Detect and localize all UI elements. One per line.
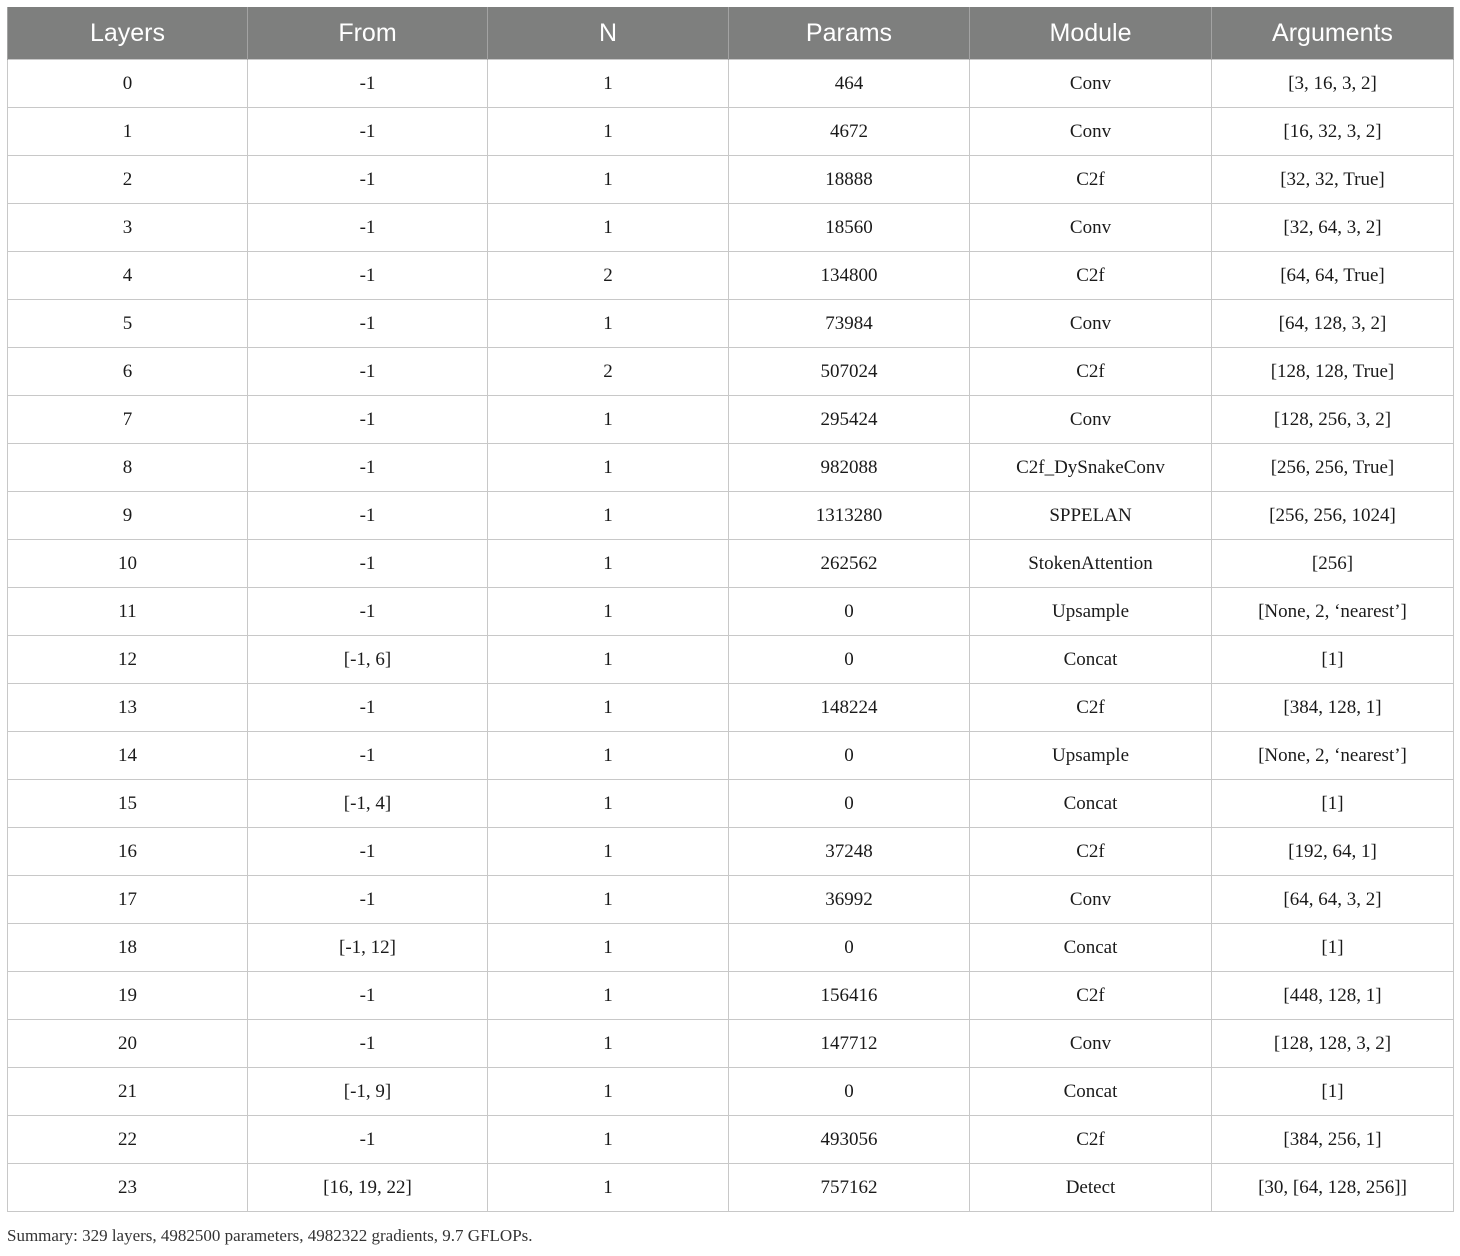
cell-from: -1 — [248, 540, 488, 588]
cell-module: Concat — [970, 636, 1212, 684]
cell-module: C2f_DySnakeConv — [970, 444, 1212, 492]
cell-params: 4672 — [729, 108, 970, 156]
cell-layer: 9 — [8, 492, 248, 540]
cell-from: -1 — [248, 156, 488, 204]
cell-n: 1 — [488, 828, 729, 876]
cell-params: 757162 — [729, 1164, 970, 1212]
cell-arguments: [1] — [1212, 636, 1454, 684]
cell-from: -1 — [248, 732, 488, 780]
cell-n: 1 — [488, 1020, 729, 1068]
cell-layer: 2 — [8, 156, 248, 204]
model-summary-table — [7, 7, 1454, 1212]
cell-n: 1 — [488, 780, 729, 828]
cell-layer: 13 — [8, 684, 248, 732]
table-row — [8, 972, 1454, 1020]
cell-n: 1 — [488, 636, 729, 684]
table-row — [8, 60, 1454, 108]
cell-n: 1 — [488, 108, 729, 156]
cell-layer: 8 — [8, 444, 248, 492]
cell-from: -1 — [248, 1020, 488, 1068]
cell-params: 982088 — [729, 444, 970, 492]
cell-arguments: [64, 64, True] — [1212, 252, 1454, 300]
cell-layer: 10 — [8, 540, 248, 588]
cell-module: Conv — [970, 1020, 1212, 1068]
cell-arguments: [256, 256, True] — [1212, 444, 1454, 492]
table-row — [8, 1116, 1454, 1164]
cell-layer: 6 — [8, 348, 248, 396]
cell-from: [-1, 4] — [248, 780, 488, 828]
cell-module: Upsample — [970, 732, 1212, 780]
cell-n: 1 — [488, 924, 729, 972]
header-module: Module — [970, 7, 1212, 60]
cell-arguments: [1] — [1212, 1068, 1454, 1116]
table-row — [8, 588, 1454, 636]
cell-n: 1 — [488, 684, 729, 732]
cell-layer: 20 — [8, 1020, 248, 1068]
cell-from: -1 — [248, 492, 488, 540]
cell-layer: 17 — [8, 876, 248, 924]
cell-arguments: [1] — [1212, 780, 1454, 828]
cell-params: 156416 — [729, 972, 970, 1020]
summary-note: Summary: 329 layers, 4982500 parameters, 4982322 gradients, 9.7 GFLOPs. — [7, 1226, 533, 1245]
table-row — [8, 348, 1454, 396]
cell-arguments: [384, 128, 1] — [1212, 684, 1454, 732]
cell-n: 1 — [488, 732, 729, 780]
cell-n: 1 — [488, 60, 729, 108]
cell-from: -1 — [248, 300, 488, 348]
table-row — [8, 876, 1454, 924]
cell-arguments: [128, 256, 3, 2] — [1212, 396, 1454, 444]
cell-n: 1 — [488, 540, 729, 588]
cell-layer: 16 — [8, 828, 248, 876]
table-row — [8, 444, 1454, 492]
cell-arguments: [448, 128, 1] — [1212, 972, 1454, 1020]
cell-module: C2f — [970, 156, 1212, 204]
cell-module: Concat — [970, 1068, 1212, 1116]
table-row — [8, 732, 1454, 780]
cell-layer: 23 — [8, 1164, 248, 1212]
header-n: N — [488, 7, 729, 60]
table-row — [8, 540, 1454, 588]
cell-arguments: [32, 32, True] — [1212, 156, 1454, 204]
model-summary-table-container — [7, 7, 1453, 1212]
cell-arguments: [None, 2, ‘nearest’] — [1212, 732, 1454, 780]
cell-params: 0 — [729, 924, 970, 972]
cell-module: Concat — [970, 780, 1212, 828]
cell-n: 1 — [488, 204, 729, 252]
cell-from: -1 — [248, 252, 488, 300]
cell-params: 147712 — [729, 1020, 970, 1068]
cell-module: Concat — [970, 924, 1212, 972]
cell-params: 0 — [729, 588, 970, 636]
table-row — [8, 1020, 1454, 1068]
cell-layer: 4 — [8, 252, 248, 300]
table-row — [8, 204, 1454, 252]
table-row — [8, 780, 1454, 828]
table-body — [8, 60, 1454, 1212]
cell-module: C2f — [970, 972, 1212, 1020]
cell-params: 0 — [729, 732, 970, 780]
cell-arguments: [3, 16, 3, 2] — [1212, 60, 1454, 108]
cell-n: 1 — [488, 588, 729, 636]
cell-n: 1 — [488, 300, 729, 348]
cell-arguments: [30, [64, 128, 256]] — [1212, 1164, 1454, 1212]
cell-params: 18888 — [729, 156, 970, 204]
cell-layer: 15 — [8, 780, 248, 828]
cell-module: Conv — [970, 108, 1212, 156]
cell-module: Conv — [970, 396, 1212, 444]
cell-n: 1 — [488, 876, 729, 924]
cell-arguments: [256] — [1212, 540, 1454, 588]
cell-arguments: [128, 128, 3, 2] — [1212, 1020, 1454, 1068]
cell-from: -1 — [248, 828, 488, 876]
cell-module: Conv — [970, 300, 1212, 348]
cell-from: [16, 19, 22] — [248, 1164, 488, 1212]
table-row — [8, 1164, 1454, 1212]
cell-layer: 21 — [8, 1068, 248, 1116]
cell-params: 134800 — [729, 252, 970, 300]
cell-module: StokenAttention — [970, 540, 1212, 588]
table-row — [8, 924, 1454, 972]
cell-from: -1 — [248, 588, 488, 636]
cell-params: 0 — [729, 636, 970, 684]
cell-params: 148224 — [729, 684, 970, 732]
cell-module: Detect — [970, 1164, 1212, 1212]
cell-from: -1 — [248, 972, 488, 1020]
cell-params: 73984 — [729, 300, 970, 348]
cell-from: -1 — [248, 348, 488, 396]
cell-layer: 14 — [8, 732, 248, 780]
cell-module: C2f — [970, 1116, 1212, 1164]
cell-n: 2 — [488, 348, 729, 396]
table-row — [8, 828, 1454, 876]
cell-module: Conv — [970, 204, 1212, 252]
table-row — [8, 300, 1454, 348]
cell-params: 37248 — [729, 828, 970, 876]
cell-arguments: [128, 128, True] — [1212, 348, 1454, 396]
table-row — [8, 108, 1454, 156]
header-layers: Layers — [8, 7, 248, 60]
cell-layer: 7 — [8, 396, 248, 444]
cell-params: 295424 — [729, 396, 970, 444]
cell-module: Conv — [970, 60, 1212, 108]
cell-from: [-1, 12] — [248, 924, 488, 972]
cell-params: 0 — [729, 780, 970, 828]
cell-from: -1 — [248, 204, 488, 252]
cell-from: -1 — [248, 1116, 488, 1164]
table-row — [8, 492, 1454, 540]
cell-module: SPPELAN — [970, 492, 1212, 540]
cell-params: 464 — [729, 60, 970, 108]
cell-from: [-1, 9] — [248, 1068, 488, 1116]
table-row — [8, 636, 1454, 684]
cell-arguments: [32, 64, 3, 2] — [1212, 204, 1454, 252]
cell-from: -1 — [248, 396, 488, 444]
cell-params: 262562 — [729, 540, 970, 588]
cell-arguments: [64, 64, 3, 2] — [1212, 876, 1454, 924]
cell-layer: 3 — [8, 204, 248, 252]
cell-arguments: [192, 64, 1] — [1212, 828, 1454, 876]
cell-n: 1 — [488, 1068, 729, 1116]
cell-params: 18560 — [729, 204, 970, 252]
cell-arguments: [384, 256, 1] — [1212, 1116, 1454, 1164]
cell-module: Upsample — [970, 588, 1212, 636]
cell-module: C2f — [970, 348, 1212, 396]
cell-from: -1 — [248, 444, 488, 492]
cell-n: 1 — [488, 444, 729, 492]
table-row — [8, 156, 1454, 204]
cell-n: 1 — [488, 492, 729, 540]
table-row — [8, 396, 1454, 444]
cell-from: -1 — [248, 60, 488, 108]
cell-layer: 12 — [8, 636, 248, 684]
cell-params: 493056 — [729, 1116, 970, 1164]
cell-params: 507024 — [729, 348, 970, 396]
table-row — [8, 684, 1454, 732]
cell-module: C2f — [970, 828, 1212, 876]
cell-layer: 0 — [8, 60, 248, 108]
cell-module: C2f — [970, 684, 1212, 732]
header-arguments: Arguments — [1212, 7, 1454, 60]
header-from: From — [248, 7, 488, 60]
cell-from: -1 — [248, 108, 488, 156]
cell-n: 1 — [488, 1164, 729, 1212]
cell-from: [-1, 6] — [248, 636, 488, 684]
cell-layer: 19 — [8, 972, 248, 1020]
cell-n: 1 — [488, 156, 729, 204]
cell-layer: 22 — [8, 1116, 248, 1164]
cell-from: -1 — [248, 684, 488, 732]
cell-arguments: [None, 2, ‘nearest’] — [1212, 588, 1454, 636]
table-row — [8, 1068, 1454, 1116]
table-header-row — [8, 7, 1454, 60]
cell-arguments: [256, 256, 1024] — [1212, 492, 1454, 540]
cell-layer: 1 — [8, 108, 248, 156]
table-row — [8, 252, 1454, 300]
header-params: Params — [729, 7, 970, 60]
cell-n: 2 — [488, 252, 729, 300]
cell-params: 1313280 — [729, 492, 970, 540]
cell-n: 1 — [488, 396, 729, 444]
cell-layer: 11 — [8, 588, 248, 636]
cell-from: -1 — [248, 876, 488, 924]
cell-layer: 18 — [8, 924, 248, 972]
cell-arguments: [64, 128, 3, 2] — [1212, 300, 1454, 348]
cell-layer: 5 — [8, 300, 248, 348]
cell-module: C2f — [970, 252, 1212, 300]
cell-arguments: [16, 32, 3, 2] — [1212, 108, 1454, 156]
cell-params: 0 — [729, 1068, 970, 1116]
cell-n: 1 — [488, 972, 729, 1020]
cell-params: 36992 — [729, 876, 970, 924]
cell-module: Conv — [970, 876, 1212, 924]
cell-arguments: [1] — [1212, 924, 1454, 972]
cell-n: 1 — [488, 1116, 729, 1164]
